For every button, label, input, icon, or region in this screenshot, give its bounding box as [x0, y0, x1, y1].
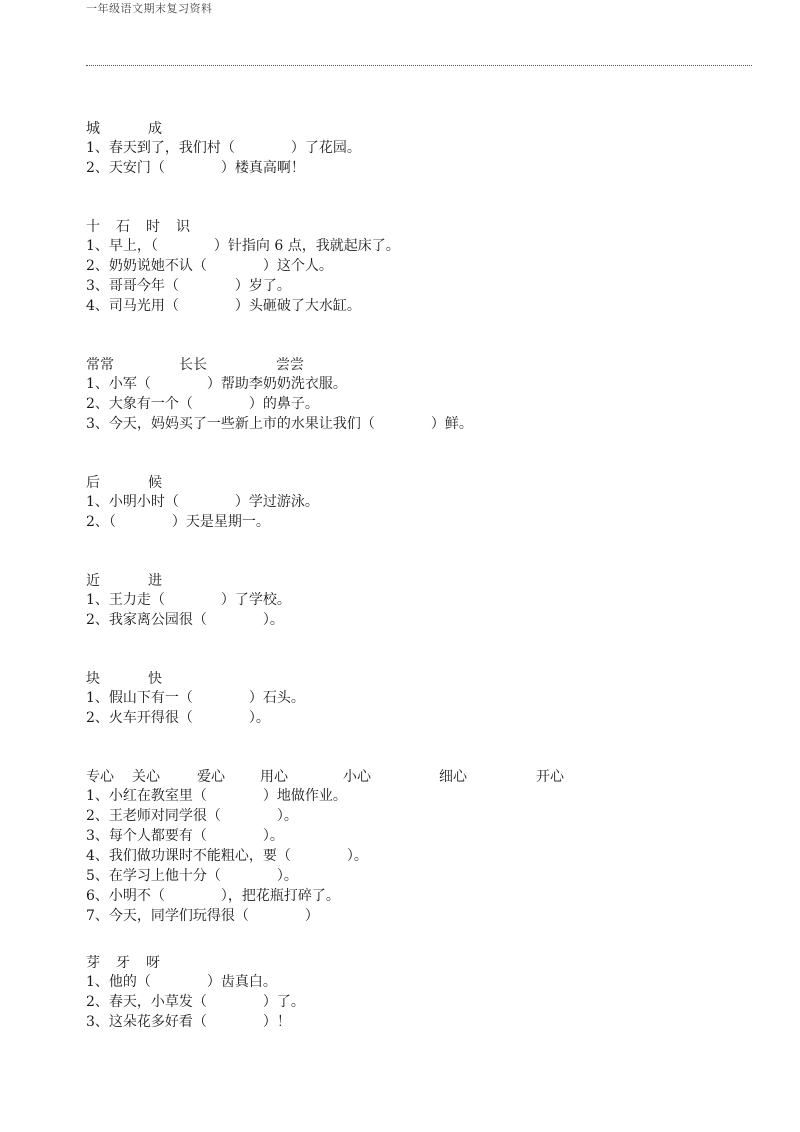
- sentence-line: 3、哥哥今年（ ）岁了。: [86, 278, 291, 294]
- word-choices: [86, 570, 752, 590]
- sentence-line: 2、我家离公园很（ ）。: [86, 612, 284, 628]
- word-choice: 用心: [260, 769, 288, 785]
- sentence-line: 1、小军（ ）帮助李奶奶洗衣服。: [86, 376, 347, 392]
- word-choice: 细心: [439, 769, 467, 785]
- exercise-section-8: [86, 952, 752, 1032]
- exercise-section-3: [86, 354, 752, 434]
- word-choices: [86, 118, 752, 138]
- word-choices: [86, 766, 752, 786]
- word-choices: [86, 472, 752, 492]
- sentence-line: 2、（ ）天是星期一。: [86, 514, 270, 530]
- exercise-section-2: [86, 216, 752, 316]
- word-choice: 块: [86, 671, 100, 687]
- word-choice: 牙: [116, 955, 130, 971]
- word-choice: 尝尝: [276, 357, 304, 373]
- word-choices: [86, 668, 752, 688]
- word-choice: 时: [146, 219, 160, 235]
- sentence-line: 2、火车开得很（ ）。: [86, 710, 270, 726]
- sentence-line: 4、我们做功课时不能粗心，要（ ）。: [86, 848, 368, 864]
- worksheet-body: [86, 118, 752, 1070]
- word-choice: 芽: [86, 955, 100, 971]
- word-choice: 呀: [146, 955, 160, 971]
- sentence-line: 1、小明小时（ ）学过游泳。: [86, 494, 319, 510]
- word-choice: 十: [86, 219, 100, 235]
- sentence-line: 2、奶奶说她不认（ ）这个人。: [86, 258, 333, 274]
- sentence-line: 1、王力走（ ）了学校。: [86, 592, 291, 608]
- sentence-line: 4、司马光用（ ）头砸破了大水缸。: [86, 298, 361, 314]
- word-choice: 小心: [343, 769, 371, 785]
- word-choice: 成: [148, 121, 162, 137]
- sentence-line: 1、他的（ ）齿真白。: [86, 974, 277, 990]
- sentence-line: 3、每个人都要有（ ）。: [86, 828, 284, 844]
- exercise-section-1: [86, 118, 752, 178]
- exercise-section-4: [86, 472, 752, 532]
- sentence-line: 1、早上，（ ）针指向 6 点，我就起床了。: [86, 238, 400, 254]
- sentence-line: 5、在学习上他十分（ ）。: [86, 868, 298, 884]
- sentence-line: 1、假山下有一（ ）石头。: [86, 690, 305, 706]
- sentence-line: 2、春天，小草发（ ）了。: [86, 994, 305, 1010]
- sentence-line: 3、这朵花多好看（ ）！: [86, 1014, 291, 1030]
- word-choices: [86, 216, 752, 236]
- word-choice: 近: [86, 573, 100, 589]
- sentence-line: 1、小红在教室里（ ）地做作业。: [86, 788, 347, 804]
- word-choice: 石: [116, 219, 130, 235]
- word-choices: [86, 952, 752, 972]
- sentence-line: 2、天安门（ ）楼真高啊！: [86, 160, 305, 176]
- sentence-line: 2、大象有一个（ ）的鼻子。: [86, 396, 319, 412]
- word-choice: 候: [148, 475, 162, 491]
- exercise-section-6: [86, 668, 752, 728]
- sentence-line: 1、春天到了，我们村（ ）了花园。: [86, 140, 361, 156]
- word-choice: 城: [86, 121, 100, 137]
- word-choice: 关心: [132, 769, 160, 785]
- word-choice: 识: [176, 219, 190, 235]
- page-header: 一年级语文期末复习资料: [86, 2, 213, 15]
- sentence-line: 6、小明不（ ），把花瓶打碎了。: [86, 888, 340, 904]
- sentence-line: 2、王老师对同学很（ ）。: [86, 808, 298, 824]
- word-choice: 常常: [86, 357, 114, 373]
- word-choice: 快: [148, 671, 162, 687]
- word-choice: 后: [86, 475, 100, 491]
- word-choice: 进: [148, 573, 162, 589]
- word-choices: [86, 354, 752, 374]
- exercise-section-5: [86, 570, 752, 630]
- word-choice: 爱心: [197, 769, 225, 785]
- word-choice: 长长: [179, 357, 207, 373]
- sentence-line: 3、今天，妈妈买了一些新上市的水果让我们（ ）鲜。: [86, 416, 473, 432]
- exercise-section-7: [86, 766, 752, 926]
- sentence-line: 7、今天，同学们玩得很（ ）: [86, 908, 319, 924]
- word-choice: 专心: [86, 769, 114, 785]
- word-choice: 开心: [536, 769, 564, 785]
- header-divider: [86, 65, 752, 66]
